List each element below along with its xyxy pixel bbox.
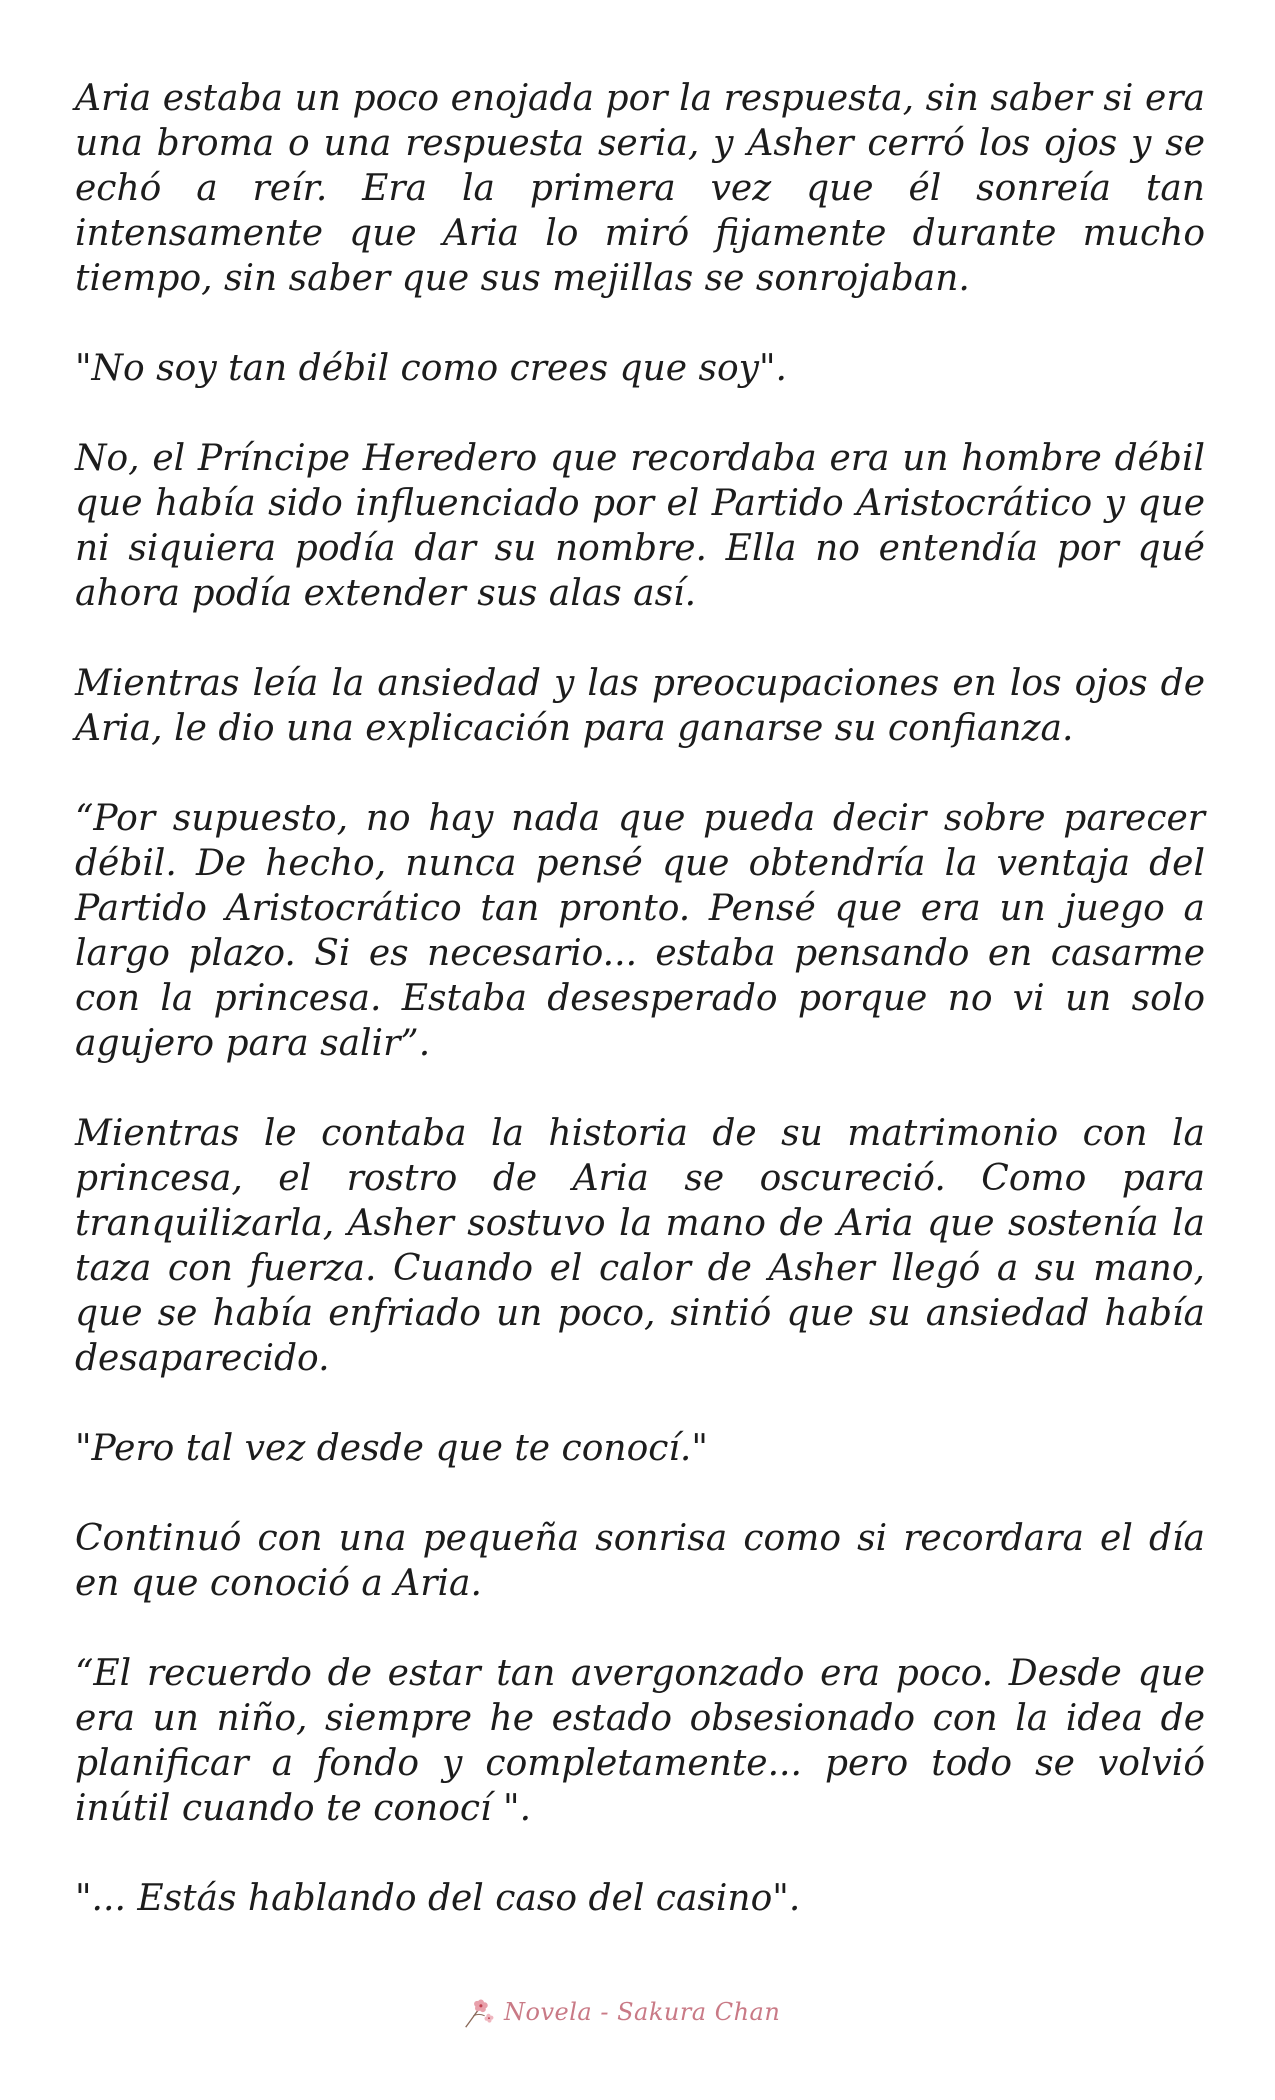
watermark-text: Novela - Sakura Chan <box>504 1998 781 2026</box>
paragraph-3: No, el Príncipe Heredero que recordaba era un hombre débil que había sido influenciado por el Partido Aristocrático y que ni siquiera podía dar su nombre. Ella no entendía por qué ahora podía extender sus alas así. <box>75 438 1205 614</box>
paragraph-1: Aria estaba un poco enojada por la respuesta, sin saber si era una broma o una respuesta seria, y Asher cerró los ojos y se echó a reír. Era la primera vez que él sonreía tan intensamente que Aria lo miró fijamente durante mucho tiempo, sin saber que sus mejillas se sonrojaban. <box>75 78 1205 299</box>
paragraph-8: Continuó con una pequeña sonrisa como si recordara el día en que conoció a Aria. <box>75 1518 1205 1604</box>
paragraph-7: "Pero tal vez desde que te conocí." <box>75 1428 708 1469</box>
paragraph-6: Mientras le contaba la historia de su matrimonio con la princesa, el rostro de Aria se oscureció. Como para tranquilizarla, Asher sostuvo la mano de Aria que sostenía la taza con fuerza. Cuando el calor de Asher llegó a su mano, que se había enfriado un poco, sintió que su ansiedad había desaparecido. <box>75 1113 1205 1379</box>
paragraph-4: Mientras leía la ansiedad y las preocupaciones en los ojos de Aria, le dio una explicación para ganarse su confianza. <box>75 663 1205 749</box>
paragraph-10: "... Estás hablando del caso del casino". <box>75 1878 801 1919</box>
paragraph-2: "No soy tan débil como crees que soy". <box>75 348 787 389</box>
cherry-blossom-icon <box>460 1993 498 2031</box>
paragraph-9: “El recuerdo de estar tan avergonzado era poco. Desde que era un niño, siempre he estado obsesionado con la idea de planificar a fondo y completamente... pero todo se volvió inútil cuando te conocí ". <box>75 1653 1205 1829</box>
watermark <box>460 1990 780 2034</box>
document-body <box>75 76 1205 1966</box>
paragraph-5: “Por supuesto, no hay nada que pueda decir sobre parecer débil. De hecho, nunca pensé que obtendría la ventaja del Partido Aristocrático tan pronto. Pensé que era un juego a largo plazo. Si es necesario... estaba pensando en casarme con la princesa. Estaba desesperado porque no vi un solo agujero para salir”. <box>75 798 1205 1064</box>
